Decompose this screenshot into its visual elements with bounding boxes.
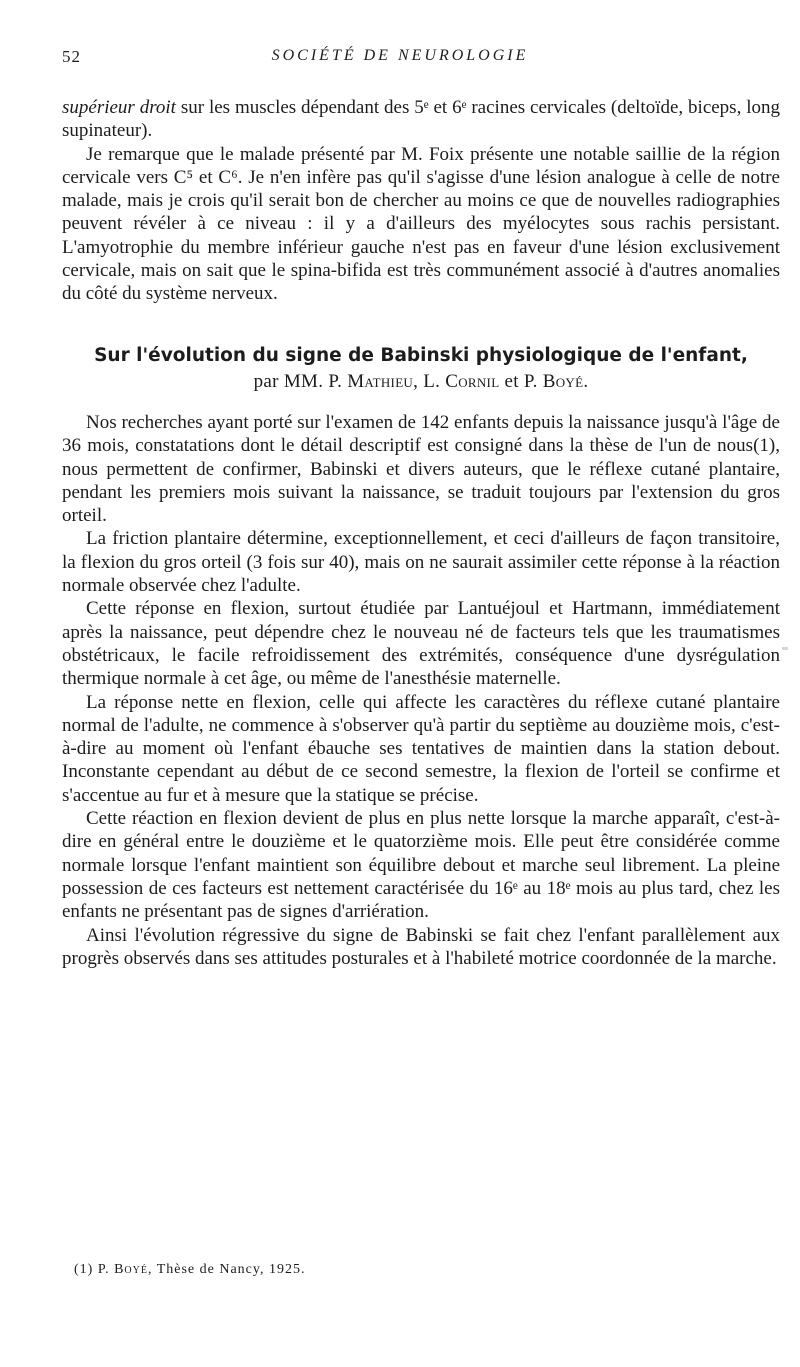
byline-separator: et xyxy=(499,370,524,392)
footnote-marker: (1) xyxy=(74,1262,98,1277)
continuation-paragraph-2: Je remarque que le malade présenté par M. Foix présente une notable saillie de la région cervicale vers C⁵ et C⁶. Je n'en infère pas qu'il s'agisse d'une lésion analogue à celle de notre malade, mais je crois qu'il serait bon de chercher au moins ce que de nouvelles radiographies peuvent révéler à ce niveau : il y a d'ailleurs des myélocytes sous rachis persistant. L'amyotrophie du membre inférieur gauche n'est pas en faveur d'une lésion exclusivement cervicale, mais on sait que le spina-bifida est très communément associé à d'autres anomalies du côté du système nerveux. xyxy=(62,143,780,305)
article-paragraph: Cette réaction en flexion devient de plus en plus nette lorsque la marche apparaît, c'est-à-dire en général entre le douzième et le quatorzième mois. Elle peut être considérée comme normale lorsque l'enfant maintient son équilibre debout et marche seul librement. La pleine possession de ces facteurs est nettement caractérisée du 16ᵉ au 18ᵉ mois au plus tard, chez les enfants ne présentant pas de signes d'arriération. xyxy=(62,808,780,923)
footnote xyxy=(74,1262,305,1278)
article-paragraph: La réponse nette en flexion, celle qui affecte les caractères du réflexe cutané plantaire normal de l'adulte, ne commence à s'observer qu'à partir du septième au douzième mois, c'est-à-dire au moment où l'enfant ébauche ses tentatives de maintien dans la station debout. Inconstante cependant au début de ce second semestre, la flexion de l'orteil se confirme et s'accentue au fur et à mesure que la statique se précise. xyxy=(62,691,780,806)
continuation-text: sur les muscles dépendant des 5ᵉ et 6ᵉ racines cervicales (deltoïde, biceps, long supinateur). xyxy=(62,97,780,142)
author-name: L. Cornil xyxy=(423,370,500,392)
article-paragraph: La friction plantaire détermine, exceptionnellement, et ceci d'ailleurs de façon transitoire, la flexion du gros orteil (3 fois sur 40), mais on ne saurait assimiler cette réponse à la réaction normale observée chez l'adulte. xyxy=(62,528,780,597)
article-title: Sur l'évolution du signe de Babinski physiologique de l'enfant, xyxy=(94,344,748,366)
article-byline xyxy=(62,370,780,393)
running-title: SOCIÉTÉ DE NEUROLOGIE xyxy=(271,47,529,64)
article-paragraph: Cette réponse en flexion, surtout étudiée par Lantuéjoul et Hartmann, immédiatement après la naissance, peut dépendre chez le nouveau né de facteurs tels que les traumatismes obstétricaux, le facile refroidissement des extrémités, conséquence d'une dysrégulation thermique normale à cet âge, ou même de l'anesthésie maternelle. xyxy=(62,598,780,690)
page-number: 52 xyxy=(62,47,81,66)
text-body xyxy=(62,96,780,970)
continuation-paragraph-1 xyxy=(62,96,780,143)
author-name: P. Mathieu xyxy=(328,370,414,392)
byline-prefix: par MM. xyxy=(253,370,329,392)
footnote-author: P. Boyé xyxy=(97,1262,148,1277)
article-paragraph: Nos recherches ayant porté sur l'examen de 142 enfants depuis la naissance jusqu'à l'âge de 36 mois, constatations dont le détail descriptif est consigné dans la thèse de l'un de nous(1), nous permettent de confirmer, Babinski et divers auteurs, que le réflexe cutané plantaire, pendant les premiers mois suivant la naissance, se traduit toujours par l'extension du gros orteil. xyxy=(62,411,780,527)
author-name: P. Boyé xyxy=(523,370,584,392)
byline-suffix: . xyxy=(583,370,589,392)
article-paragraph: Ainsi l'évolution régressive du signe de Babinski se fait chez l'enfant parallèlement aux progrès observés dans ses attitudes posturales et à l'habileté motrice coordonnée de la marche. xyxy=(62,924,780,969)
italic-phrase: supérieur droit xyxy=(62,97,176,118)
footnote-text: , Thèse de Nancy, 1925. xyxy=(147,1262,306,1277)
margin-speck xyxy=(782,647,788,650)
byline-separator: , xyxy=(413,370,424,392)
